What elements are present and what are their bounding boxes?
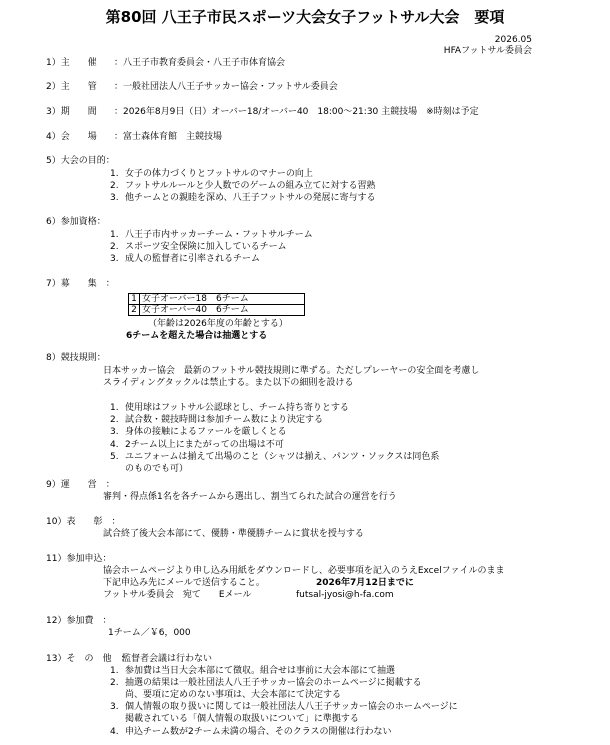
contact-email: futsal-jyosi@h-fa.com: [296, 590, 394, 600]
section-13-text: 監督者会議は行わない: [122, 654, 213, 664]
section-5-item: 女子の体力づくりとフットサルのマナーの向上: [125, 169, 313, 179]
section-2-label: 2）主 管: [46, 82, 97, 92]
organizer-name: HFAフットサル委員会: [443, 46, 532, 56]
section-8-intro: スライディングタックルは禁止する。また以下の細則を設ける: [103, 378, 354, 388]
list-number: 4.: [110, 727, 119, 737]
section-10-label: 10）表 彰 ：: [46, 517, 121, 527]
section-5-item: 他チームとの親睦を深め、八王子フットサルの発展に寄与する: [125, 193, 376, 203]
section-6-item: 八王子市内サッカーチーム・フットサルチーム: [125, 230, 313, 240]
section-11-text: フットサル委員会 宛て Eメール: [103, 590, 252, 600]
page-title: 第80回 八王子市民スポーツ大会女子フットサル大会 要項: [105, 8, 505, 26]
section-13-item: 抽選の結果は一般社団法人八王子サッカー協会のホームページに掲載する: [125, 678, 422, 688]
section-5-item: フットサルルールと少人数でのゲームの組み立てに対する習熟: [125, 181, 376, 191]
list-number: 2.: [110, 242, 119, 252]
section-13-item-cont: 尚、要項に定めのない事項は、大会本部にて決定する: [125, 690, 342, 700]
section-8-item-cont: のものでも可）: [125, 464, 189, 474]
section-4-label: 4）会 場: [46, 132, 97, 142]
entry-fee: 1チーム／￥6，000: [108, 628, 191, 638]
table-row: [129, 305, 305, 316]
list-number: 3.: [110, 193, 119, 203]
list-number: 2.: [110, 415, 119, 425]
section-13-item-cont: 掲載されている「個人情報の取扱いについて」に準拠する: [125, 714, 359, 724]
table-cell-num: 2: [129, 305, 140, 316]
section-6-item: スポーツ安全保険に加入しているチーム: [125, 242, 287, 252]
list-number: 2.: [110, 678, 119, 688]
section-11-label: 11）参加申込：: [46, 554, 112, 564]
section-13-item: 参加費は当日大会本部にて徴収。組合せは事前に大会本部にて抽選: [125, 666, 396, 676]
section-8-item: 2チーム以上にまたがっての出場は不可: [125, 440, 284, 450]
section-13-label: 13）そ の 他 ：: [46, 654, 130, 664]
section-6-item: 成人の監督者に引率されるチーム: [125, 254, 261, 264]
recruit-table: [128, 293, 305, 316]
section-3-label: 3）期 間: [46, 107, 97, 117]
section-11-text: 協会ホームページより申し込み用紙をダウンロードし、必要事項を記入のうえExcelファイルのまま: [103, 566, 505, 576]
section-9-label: 9）運 営 ：: [46, 480, 115, 490]
section-13-item: 申込チーム数が2チーム未満の場合、そのクラスの開催は行わない: [125, 727, 392, 737]
list-number: 1.: [110, 666, 119, 676]
list-number: 1.: [110, 169, 119, 179]
section-1-label: 1）主 催: [46, 58, 97, 68]
section-8-item: 身体の接触によるファールを厳しくとる: [125, 427, 287, 437]
issue-date: 2026.05: [494, 35, 532, 45]
table-cell-category: 女子オーバー18 6チーム: [140, 294, 305, 305]
list-number: 2.: [110, 181, 119, 191]
section-8-item: ユニフォームは揃えて出場のこと（シャツは揃え、パンツ・ソックスは同色系: [125, 452, 440, 462]
list-number: 1.: [110, 230, 119, 240]
deadline: 2026年7月12日までに: [316, 578, 414, 588]
section-8-label: 8）競技規則：: [46, 353, 106, 363]
list-number: 4.: [110, 440, 119, 450]
section-4-text: ：富士森体育館 主競技場: [114, 132, 223, 142]
list-number: 3.: [110, 254, 119, 264]
list-number: 3.: [110, 427, 119, 437]
section-11-text: 下記申込み先にメールで送信すること。: [103, 578, 265, 588]
section-13-item: 個人情報の取り扱いに関しては一般社団法人八王子サッカー協会のホームページに: [125, 702, 458, 712]
list-number: 1.: [110, 403, 119, 413]
section-7-note: （年齢は2026年度の年齢とする）: [148, 319, 288, 329]
section-2-text: ：一般社団法人八王子サッカー協会・フットサル委員会: [114, 82, 338, 92]
section-8-item: 使用球はフットサル公認球とし、チーム持ち寄りとする: [125, 403, 349, 413]
section-8-item: 試合数・競技時間は参加チーム数により決定する: [125, 415, 324, 425]
section-6-label: 6）参加資格：: [46, 217, 106, 227]
section-5-label: 5）大会の目的：: [46, 156, 115, 166]
list-number: 5.: [110, 452, 119, 462]
section-8-intro: 日本サッカー協会 最新のフットサル競技規則に準ずる。ただしプレーヤーの安全面を考慮し: [103, 366, 480, 376]
table-row: [129, 294, 305, 305]
section-7-label: 7）募 集 ：: [46, 279, 115, 289]
list-number: 3.: [110, 702, 119, 712]
section-10-text: 試合終了後大会本部にて、優勝・準優勝チームに賞状を授与する: [103, 529, 364, 539]
section-12-label: 12）参加費 ：: [46, 616, 112, 626]
section-3-text: ：2026年8月9日（日）オーバー18/オーバー40 18:00～21:30 主競技場 ※時刻は予定: [114, 107, 479, 117]
table-cell-num: 1: [129, 294, 140, 305]
section-1-text: ：八王子市教育委員会・八王子市体育協会: [114, 58, 286, 68]
section-7-lottery: 6チームを超えた場合は抽選とする: [126, 331, 268, 341]
section-9-text: 審判・得点係1名を各チームから選出し、割当てられた試合の運営を行う: [103, 492, 397, 502]
table-cell-category: 女子オーバー40 6チーム: [140, 305, 305, 316]
